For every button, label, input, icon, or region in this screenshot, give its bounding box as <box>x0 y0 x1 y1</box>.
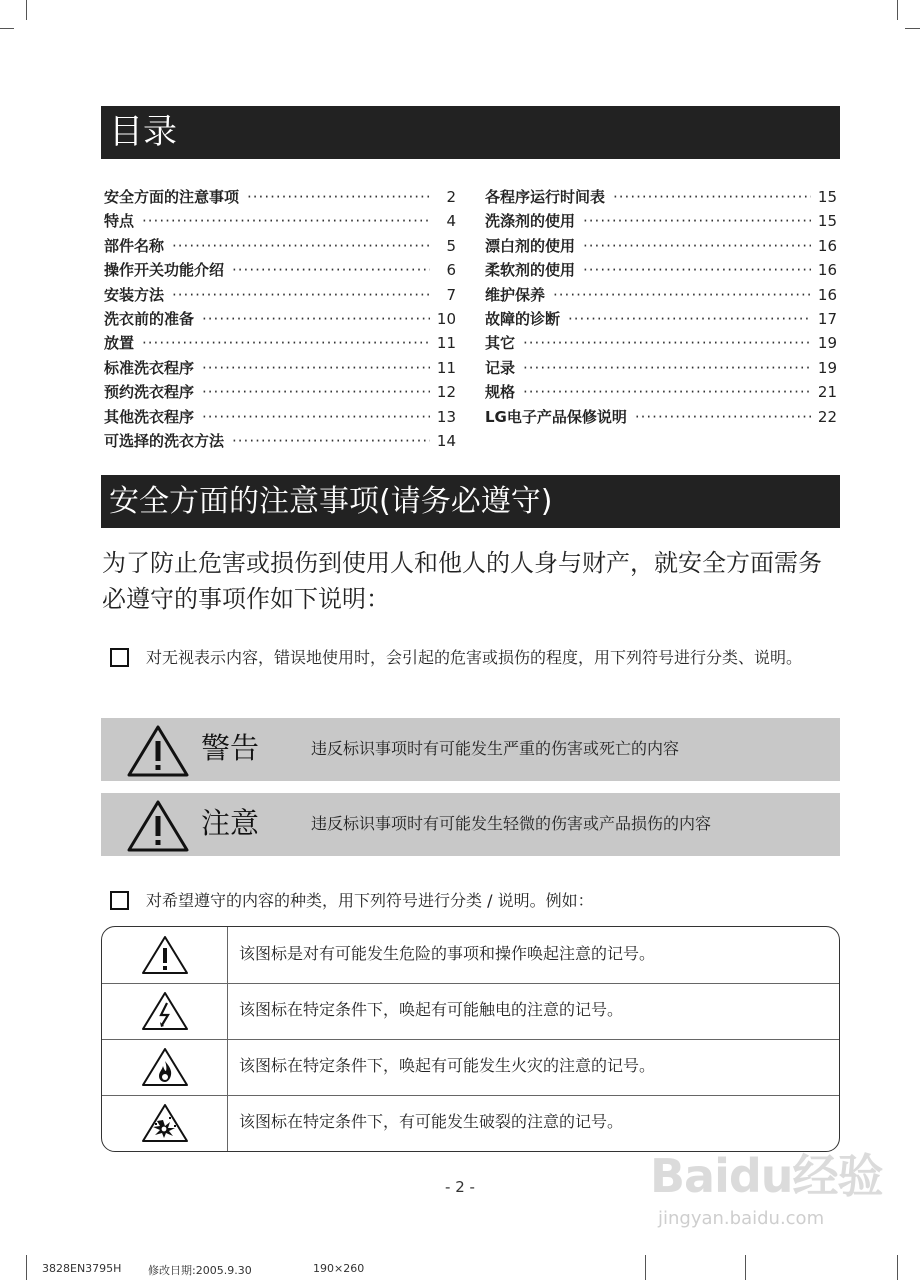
crop-mark <box>897 0 898 20</box>
checkbox-square-icon <box>110 891 129 910</box>
symbol-note-1-text: 对无视表示内容，错误地使用时，会引起的危害或损伤的程度，用下列符号进行分类、说明。 <box>146 648 803 667</box>
toc-item-label: LG电子产品保修说明 <box>485 407 627 426</box>
symbol-description: 该图标在特定条件下，唤起有可能触电的注意的记号。 <box>239 1000 624 1019</box>
explosion-hazard-icon <box>141 1103 189 1143</box>
warning-triangle-icon <box>126 724 190 778</box>
safety-intro: 为了防止危害或损伤到使用人和他人的人身与财产，就安全方面需务必遵守的事项作如下说明： <box>102 549 822 613</box>
toc-leader-dots <box>247 188 430 206</box>
toc-item[interactable] <box>104 406 456 430</box>
toc-left-column <box>104 186 456 454</box>
footer-paper-size: 190×260 <box>313 1262 365 1275</box>
toc-item-page: 16 <box>817 261 837 280</box>
crop-mark <box>745 1255 746 1280</box>
crop-mark <box>645 1255 646 1280</box>
toc-leader-dots <box>232 432 430 450</box>
toc-item-label: 安装方法 <box>104 285 165 304</box>
toc-leader-dots <box>583 212 811 230</box>
toc-leader-dots <box>142 212 430 230</box>
toc-item[interactable] <box>485 332 837 356</box>
crop-mark <box>897 1255 898 1280</box>
toc-item[interactable] <box>485 259 837 283</box>
toc-item[interactable] <box>104 308 456 332</box>
toc-item-page: 15 <box>817 212 837 231</box>
toc-leader-dots <box>142 334 430 352</box>
symbol-row <box>102 983 839 1040</box>
safety-title-banner <box>101 475 840 528</box>
toc-item-label: 维护保养 <box>485 285 546 304</box>
toc-item[interactable] <box>104 430 456 454</box>
toc-item-label: 故障的诊断 <box>485 309 561 328</box>
toc-item-label: 预约洗衣程序 <box>104 383 195 402</box>
toc-item[interactable] <box>485 406 837 430</box>
caution-box <box>101 793 840 856</box>
toc-item-label: 特点 <box>104 212 135 231</box>
toc-item-page: 13 <box>436 407 456 426</box>
toc-leader-dots <box>568 310 811 328</box>
toc-item[interactable] <box>104 284 456 308</box>
warning-title: 警告 <box>201 731 260 765</box>
toc-item-label: 洗涤剂的使用 <box>485 212 576 231</box>
toc-leader-dots <box>202 383 430 401</box>
toc-item-page: 15 <box>817 188 837 206</box>
symbol-note-1 <box>110 643 840 673</box>
footer-revision-date: 修改日期:2005.9.30 <box>148 1264 252 1277</box>
symbol-icon-cell <box>102 1039 228 1095</box>
toc-item[interactable] <box>485 284 837 308</box>
toc-item-label: 各程序运行时间表 <box>485 188 606 206</box>
toc-item-label: 操作开关功能介绍 <box>104 261 225 280</box>
toc-leader-dots <box>232 261 430 279</box>
toc-leader-dots <box>635 408 811 426</box>
toc-item[interactable] <box>104 332 456 356</box>
toc-item-label: 漂白剂的使用 <box>485 236 576 255</box>
crop-mark <box>905 28 920 29</box>
crop-mark <box>26 0 27 20</box>
symbol-description: 该图标是对有可能发生危险的事项和操作唤起注意的记号。 <box>239 944 656 963</box>
toc-item-label: 安全方面的注意事项 <box>104 188 240 206</box>
toc-item[interactable] <box>485 308 837 332</box>
toc-item-page: 12 <box>436 383 456 402</box>
symbol-description: 该图标在特定条件下，有可能发生破裂的注意的记号。 <box>239 1112 624 1131</box>
toc-item[interactable] <box>104 357 456 381</box>
toc-item-page: 19 <box>817 334 837 353</box>
toc-item-page: 16 <box>817 236 837 255</box>
toc-item[interactable] <box>104 210 456 234</box>
toc-leader-dots <box>172 286 430 304</box>
toc-item[interactable] <box>485 235 837 259</box>
toc-item[interactable] <box>485 357 837 381</box>
toc-item-page: 2 <box>446 188 456 206</box>
toc-item-label: 可选择的洗衣方法 <box>104 431 225 450</box>
toc-item-page: 4 <box>446 212 456 231</box>
toc-item-label: 记录 <box>485 358 516 377</box>
toc-item-label: 其它 <box>485 334 516 353</box>
symbol-note-2-text: 对希望遵守的内容的种类，用下列符号进行分类 / 说明。例如： <box>146 891 594 910</box>
toc-item-page: 5 <box>446 236 456 255</box>
baidu-watermark <box>650 1140 883 1250</box>
caution-triangle-icon <box>126 799 190 853</box>
toc-title: 目录 <box>109 112 177 152</box>
toc-item-page: 11 <box>436 334 456 353</box>
toc-item[interactable] <box>104 186 456 210</box>
toc-item-page: 22 <box>817 407 837 426</box>
toc-leader-dots <box>172 237 430 255</box>
toc-item-page: 21 <box>817 383 837 402</box>
crop-mark <box>0 28 14 29</box>
toc-item-page: 6 <box>446 261 456 280</box>
crop-mark <box>26 1255 27 1280</box>
symbol-row <box>102 927 839 984</box>
toc-item[interactable] <box>485 186 837 210</box>
toc-leader-dots <box>202 408 430 426</box>
symbol-table <box>101 926 840 1152</box>
watermark-url: jingyan.baidu.com <box>658 1208 825 1229</box>
toc-item-page: 14 <box>436 431 456 450</box>
fire-hazard-icon <box>141 1047 189 1087</box>
toc-item-page: 16 <box>817 285 837 304</box>
exclamation-triangle-icon <box>141 935 189 975</box>
toc-item[interactable] <box>485 381 837 405</box>
warning-description: 违反标识事项时有可能发生严重的伤害或死亡的内容 <box>311 739 680 758</box>
toc-leader-dots <box>202 310 430 328</box>
symbol-icon-cell <box>102 1095 228 1151</box>
footer-doc-code: 3828EN3795H <box>42 1262 122 1275</box>
symbol-description: 该图标在特定条件下，唤起有可能发生火灾的注意的记号。 <box>239 1056 656 1075</box>
toc-item-label: 放置 <box>104 334 135 353</box>
toc-item-page: 17 <box>817 309 837 328</box>
toc-item[interactable] <box>104 259 456 283</box>
electric-shock-icon <box>141 991 189 1031</box>
toc-item-page: 19 <box>817 358 837 377</box>
toc-leader-dots <box>523 334 811 352</box>
toc-item-label: 洗衣前的准备 <box>104 309 195 328</box>
toc-leader-dots <box>583 261 811 279</box>
toc-item[interactable] <box>104 381 456 405</box>
toc-leader-dots <box>523 359 811 377</box>
toc-item-label: 柔软剂的使用 <box>485 261 576 280</box>
toc-leader-dots <box>583 237 811 255</box>
caution-title: 注意 <box>201 806 260 840</box>
symbol-row <box>102 1039 839 1096</box>
toc-item-label: 其他洗衣程序 <box>104 407 195 426</box>
toc-leader-dots <box>523 383 811 401</box>
toc-leader-dots <box>613 188 811 206</box>
symbol-icon-cell <box>102 927 228 983</box>
symbol-note-2 <box>110 886 840 916</box>
toc-item-label: 规格 <box>485 383 516 402</box>
toc-title-banner <box>101 106 840 159</box>
symbol-icon-cell <box>102 983 228 1039</box>
toc-item[interactable] <box>485 210 837 234</box>
warning-box <box>101 718 840 781</box>
safety-title: 安全方面的注意事项(请务必遵守) <box>109 484 553 519</box>
caution-description: 违反标识事项时有可能发生轻微的伤害或产品损伤的内容 <box>311 814 712 833</box>
toc-item[interactable] <box>104 235 456 259</box>
toc-leader-dots <box>202 359 430 377</box>
watermark-logo: Baidu经验 <box>650 1149 883 1203</box>
toc-leader-dots <box>553 286 811 304</box>
checkbox-square-icon <box>110 648 129 667</box>
toc-item-page: 10 <box>436 309 456 328</box>
toc-item-page: 7 <box>446 285 456 304</box>
toc-item-page: 11 <box>436 358 456 377</box>
page-number: - 2 - <box>445 1178 475 1196</box>
toc-item-label: 部件名称 <box>104 236 165 255</box>
toc-right-column <box>485 186 837 430</box>
toc-item-label: 标准洗衣程序 <box>104 358 195 377</box>
